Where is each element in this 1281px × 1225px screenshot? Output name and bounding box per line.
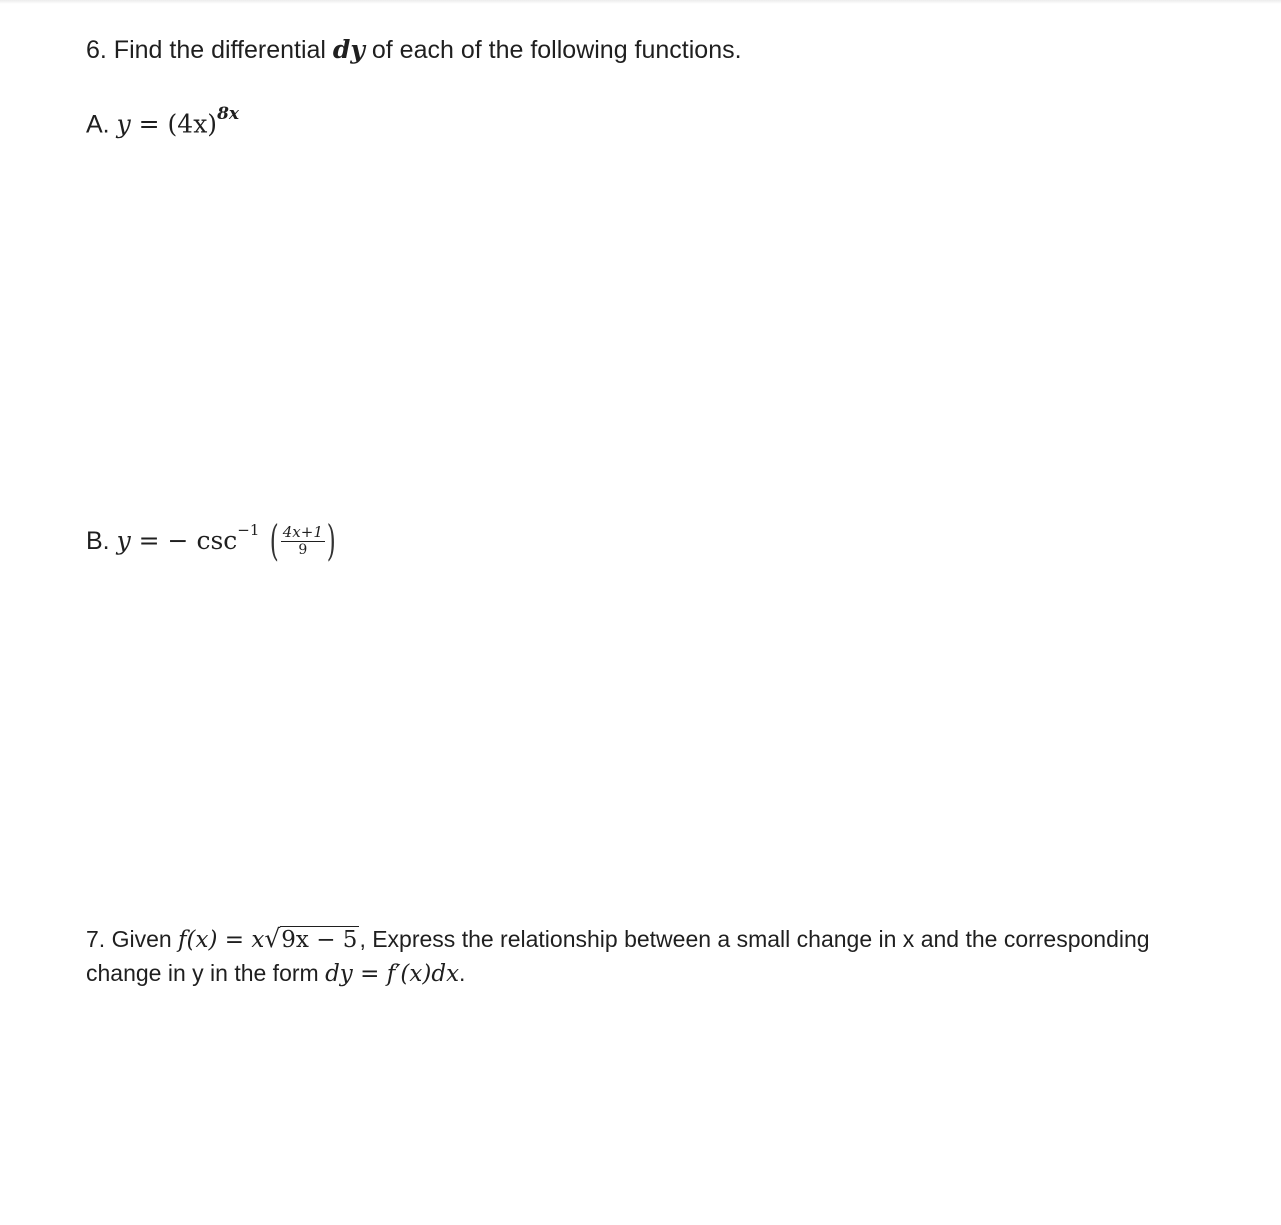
part-b-numerator: 4x+1 bbox=[282, 522, 323, 541]
part-b-fraction bbox=[281, 524, 325, 559]
problem-6-title-suffix: of each of the following functions. bbox=[364, 36, 742, 64]
problem-7-fx: f(x) bbox=[178, 927, 218, 953]
part-b-fraction-group bbox=[266, 516, 339, 565]
left-paren-icon: ( bbox=[270, 516, 280, 565]
problem-7-line2-prefix: change in y in the form bbox=[86, 960, 326, 986]
part-a-exponent: 8x bbox=[217, 104, 240, 124]
part-b-func-exponent: −1 bbox=[237, 521, 260, 539]
problem-7-line-1 bbox=[86, 924, 1150, 955]
problem-7-formula: dy = f′(x)dx bbox=[325, 961, 460, 987]
part-a-base: (4x) bbox=[167, 109, 218, 139]
problem-6-title-var: dy bbox=[332, 35, 365, 64]
problem-7-line-2 bbox=[86, 958, 465, 989]
part-b-label: B. bbox=[86, 527, 117, 555]
part-b-equals: = − bbox=[130, 526, 197, 555]
problem-7-equals: = x bbox=[217, 927, 265, 953]
part-b-denominator: 9 bbox=[298, 541, 308, 558]
problem-7-radicand: 9x − 5 bbox=[281, 927, 358, 953]
part-a-lhs: y bbox=[116, 109, 131, 139]
right-paren-icon: ) bbox=[326, 516, 336, 565]
problem-6-title bbox=[86, 35, 742, 65]
problem-6-part-b bbox=[86, 516, 339, 565]
problem-6-title-prefix: 6. Find the differential bbox=[86, 36, 333, 64]
problem-7-line2-suffix: . bbox=[459, 960, 466, 986]
part-b-func: csc bbox=[196, 526, 238, 555]
problem-7-after-radical: , Express the relationship between a small change in x and the corresponding bbox=[359, 926, 1150, 952]
part-a-equals: = bbox=[130, 109, 168, 139]
problem-6-part-a bbox=[86, 103, 239, 139]
page-top-edge bbox=[0, 0, 1281, 4]
part-a-label: A. bbox=[86, 110, 117, 139]
problem-7-prefix: 7. Given bbox=[86, 926, 179, 952]
sqrt-icon: √ bbox=[264, 924, 281, 953]
part-b-lhs: y bbox=[116, 526, 131, 555]
